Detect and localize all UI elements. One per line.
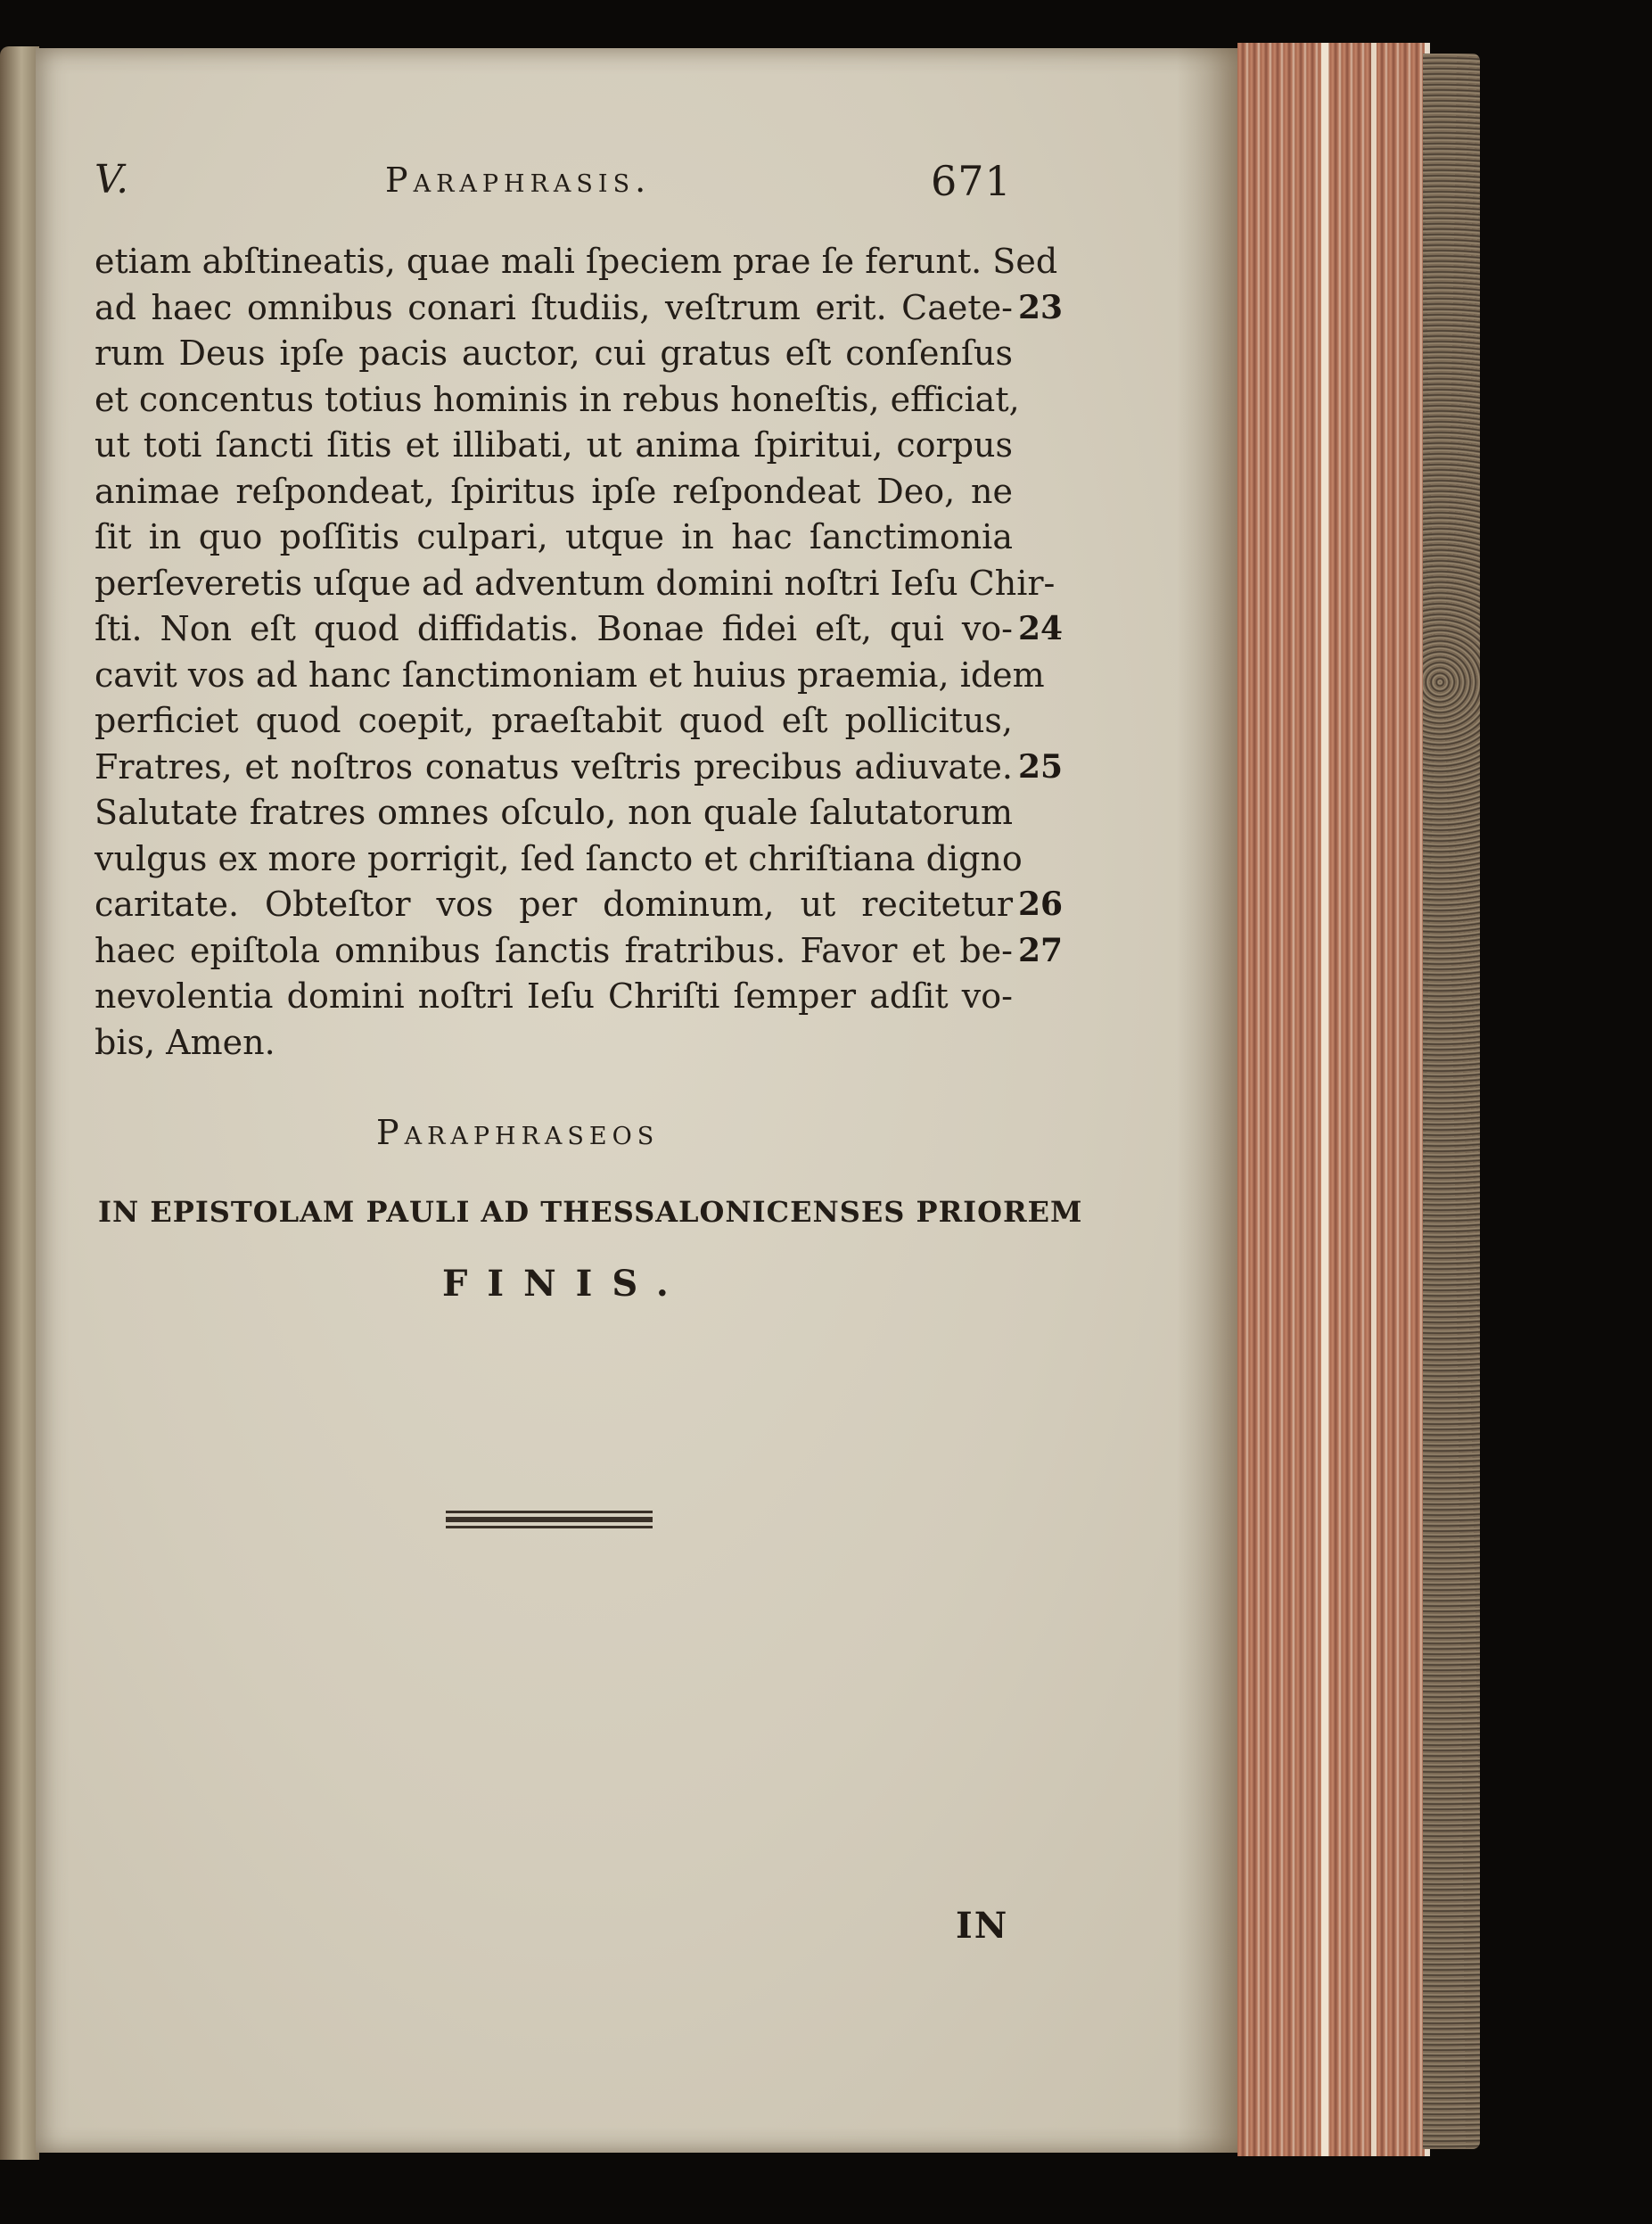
closing-subtitle: IN EPISTOLAM PAULI AD THESSALONICENSES PRIOREM bbox=[98, 1195, 1083, 1229]
verse-number: 23 bbox=[1018, 288, 1064, 326]
catchword: IN bbox=[956, 1905, 1009, 1947]
verse-number: 25 bbox=[1018, 747, 1064, 786]
text-line: nevolentia domini noſtri Ieſu Chriſti ſemper adſit vo- bbox=[95, 976, 1013, 1016]
text-line: haec epiſtola omnibus ſanctis fratribus. Favor et be- bbox=[95, 930, 1013, 970]
text-line: perſeveretis uſque ad adventum domini noſtri Ieſu Chir- bbox=[95, 563, 1056, 603]
text-line: ſti. Non eſt quod diffidatis. Bonae fidei eſt, qui vo- bbox=[95, 609, 1013, 648]
closing-title: Paraphraseos bbox=[376, 1113, 660, 1152]
text-line: Fratres, et noſtros conatus veſtris precibus adiuvate. bbox=[95, 746, 1013, 787]
text-line: Salutate fratres omnes oſculo, non quale ſalutatorum bbox=[95, 793, 1013, 832]
text-line: ad haec omnibus conari ſtudiis, veſtrum erit. Caete- bbox=[95, 287, 1013, 327]
ornamental-rule bbox=[446, 1511, 653, 1530]
verse-number: 26 bbox=[1018, 885, 1064, 923]
text-line: rum Deus ipſe pacis auctor, cui gratus eſt conſenſus bbox=[95, 334, 1013, 373]
text-line: ut toti ſancti ſitis et illibati, ut anima ſpiritui, corpus bbox=[95, 425, 1013, 465]
page-number: 671 bbox=[931, 157, 1012, 205]
text-line: ſit in quo poſſitis culpari, utque in hac ſanctimonia bbox=[95, 517, 1013, 556]
text-line: vulgus ex more porrigit, ſed ſancto et chriſtiana digno bbox=[95, 838, 1023, 878]
text-line: bis, Amen. bbox=[95, 1022, 275, 1062]
text-line: et concentus totius hominis in rebus honeſtis, efficiat, bbox=[95, 379, 1020, 419]
text-line: perficiet quod coepit, praeſtabit quod eſt pollicitus, bbox=[95, 701, 1013, 740]
running-head-chapter: V. bbox=[95, 157, 129, 202]
running-head-title: Paraphrasis. bbox=[385, 161, 652, 200]
verse-number: 24 bbox=[1018, 610, 1064, 647]
text-line: animae reſpondeat, ſpiritus ipſe reſpondeat Deo, ne bbox=[95, 471, 1013, 511]
text-line: etiam abſtineatis, quae mali ſpeciem prae ſe ferunt. Sed bbox=[95, 242, 1058, 281]
text-line: cavit vos ad hanc ſanctimoniam et huius praemia, idem bbox=[95, 655, 1045, 695]
text-line: caritate. Obteſtor vos per dominum, ut recitetur bbox=[95, 885, 1013, 924]
closing-finis: FINIS. bbox=[442, 1263, 688, 1305]
verse-number: 27 bbox=[1018, 931, 1064, 969]
